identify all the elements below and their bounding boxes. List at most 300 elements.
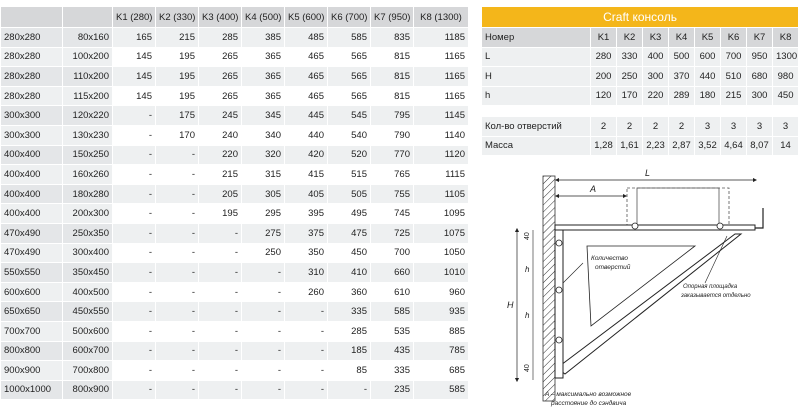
table-cell: - (242, 341, 285, 361)
pipe (637, 188, 719, 228)
column-header: K3 (643, 28, 669, 48)
column-header: K1 (280) (113, 7, 156, 28)
table-cell: 600 (695, 47, 721, 67)
table-cell: - (113, 204, 156, 224)
table-cell: - (199, 341, 242, 361)
table-cell: - (113, 125, 156, 145)
table-row (1, 341, 469, 361)
table-cell: - (113, 184, 156, 204)
table-row (1, 243, 469, 263)
table-row (1, 361, 469, 381)
console-top-bar (555, 225, 755, 230)
table-cell: 585 (371, 302, 414, 322)
table-cell: 1120 (414, 145, 469, 165)
table-cell: 205 (199, 184, 242, 204)
table-cell: 470x490 (1, 243, 63, 263)
table-cell: 465 (285, 47, 328, 67)
table-cell: 815 (371, 86, 414, 106)
table-cell: 280x280 (1, 28, 63, 48)
table-cell: 520 (328, 145, 371, 165)
table-cell: 960 (414, 282, 469, 302)
table-cell: - (199, 380, 242, 400)
table-cell: 755 (371, 184, 414, 204)
table-cell: 435 (371, 341, 414, 361)
dimension-label: L (645, 168, 651, 178)
table-cell: 680 (747, 67, 773, 87)
table-cell: 350x450 (63, 263, 113, 283)
table-cell: - (156, 282, 199, 302)
table-cell: - (156, 321, 199, 341)
table-cell: 1050 (414, 243, 469, 263)
pipe (627, 188, 729, 228)
table-cell: 1095 (414, 204, 469, 224)
table-cell: 600x600 (1, 282, 63, 302)
table-cell: 1165 (414, 86, 469, 106)
table-row (1, 86, 469, 106)
table-cell: - (242, 263, 285, 283)
table-cell: 700x700 (1, 321, 63, 341)
table-cell: 3 (773, 117, 799, 137)
table-cell: - (156, 263, 199, 283)
table-title: Craft консоль (482, 7, 799, 28)
table-cell: 240 (199, 125, 242, 145)
table-cell: 980 (773, 67, 799, 87)
table-cell: - (113, 341, 156, 361)
table-cell: 85 (328, 361, 371, 381)
table-row (1, 204, 469, 224)
table-cell: 1105 (414, 184, 469, 204)
table-cell: 250 (617, 67, 643, 87)
table-cell: 285 (328, 321, 371, 341)
table-row (1, 47, 469, 67)
table-cell: - (156, 165, 199, 185)
table-cell: 505 (328, 184, 371, 204)
console-plate (555, 230, 563, 378)
table-row (1, 321, 469, 341)
table-cell: 510 (721, 67, 747, 87)
table-cell: - (156, 243, 199, 263)
table-cell: 485 (285, 28, 328, 48)
table-cell: 2 (617, 117, 643, 137)
table-cell: 3,52 (695, 136, 721, 156)
table-cell: 600x700 (63, 341, 113, 361)
table-cell: 405 (285, 184, 328, 204)
table-cell: 400x400 (1, 184, 63, 204)
table-cell: 150x250 (63, 145, 113, 165)
table-cell: 1300 (773, 47, 799, 67)
table-row (1, 380, 469, 400)
column-header: K2 (617, 28, 643, 48)
table-cell: h (482, 86, 591, 106)
table-cell: 340 (242, 125, 285, 145)
column-header (1, 7, 63, 28)
table-cell: 420 (285, 145, 328, 165)
table-cell: 280x280 (1, 86, 63, 106)
table-cell: - (156, 361, 199, 381)
table-cell: 450x550 (63, 302, 113, 322)
table-cell: 465 (285, 86, 328, 106)
table-cell: 180x280 (63, 184, 113, 204)
table-cell: - (156, 380, 199, 400)
table-row (482, 86, 799, 106)
column-header: K1 (591, 28, 617, 48)
table-cell: 545 (328, 106, 371, 126)
table-cell: Масса (482, 136, 591, 156)
table-cell: - (113, 361, 156, 381)
table-row (1, 302, 469, 322)
column-header: K5 (600) (285, 7, 328, 28)
table-cell: 8,07 (747, 136, 773, 156)
table-cell: 1075 (414, 223, 469, 243)
table-row (1, 125, 469, 145)
table-cell: 300x300 (1, 106, 63, 126)
table-row (1, 263, 469, 283)
table-row (482, 47, 799, 67)
table-cell: 2 (591, 117, 617, 137)
table-row (1, 184, 469, 204)
table-cell: 295 (242, 204, 285, 224)
table-header-row (1, 7, 469, 28)
table-cell: - (199, 361, 242, 381)
table-row (1, 223, 469, 243)
table-cell: 1,61 (617, 136, 643, 156)
table-cell: 500 (669, 47, 695, 67)
table-cell: 375 (285, 223, 328, 243)
table-cell: 1145 (414, 106, 469, 126)
table-cell: 1,28 (591, 136, 617, 156)
table-cell: 4,64 (721, 136, 747, 156)
table-cell: 245 (199, 106, 242, 126)
table-cell: 885 (414, 321, 469, 341)
table-row (1, 145, 469, 165)
table-cell: 440 (695, 67, 721, 87)
table-cell: 815 (371, 67, 414, 87)
table-cell: 395 (285, 204, 328, 224)
table-cell: 220 (199, 145, 242, 165)
table-cell: 1115 (414, 165, 469, 185)
table-cell: 250 (242, 243, 285, 263)
table-cell: 540 (328, 125, 371, 145)
table-row (482, 117, 799, 137)
table-cell: 450 (773, 86, 799, 106)
table-cell: 935 (414, 302, 469, 322)
table-row (1, 282, 469, 302)
table-cell: 3 (695, 117, 721, 137)
table-cell: 2,87 (669, 136, 695, 156)
table-cell: 400x500 (63, 282, 113, 302)
table-cell: 445 (285, 106, 328, 126)
holes-label: отверстий (595, 264, 631, 271)
column-header: K8 (1300) (414, 7, 469, 28)
table-cell: 685 (414, 361, 469, 381)
table-cell: 195 (156, 67, 199, 87)
table-cell: 415 (285, 165, 328, 185)
table-cell: 120x220 (63, 106, 113, 126)
dimension-label: h (525, 265, 530, 274)
table-cell: 400 (643, 47, 669, 67)
spacer-cell (482, 106, 799, 117)
table-cell: 475 (328, 223, 371, 243)
table-cell: 115x200 (63, 86, 113, 106)
bolt (556, 223, 723, 343)
table-cell: - (113, 263, 156, 283)
table-cell: 345 (242, 106, 285, 126)
table-cell: 195 (156, 86, 199, 106)
table-cell: - (113, 321, 156, 341)
table-cell: 220 (643, 86, 669, 106)
table-cell: 1165 (414, 47, 469, 67)
table-cell: 260 (285, 282, 328, 302)
column-header: K4 (669, 28, 695, 48)
table-cell: 195 (199, 204, 242, 224)
table-cell: 550x550 (1, 263, 63, 283)
table-row (482, 136, 799, 156)
column-header: Номер (482, 28, 591, 48)
table-cell: 790 (371, 125, 414, 145)
table-cell: 800x900 (63, 380, 113, 400)
table-cell: 200x300 (63, 204, 113, 224)
table-cell: 365 (242, 67, 285, 87)
table-cell: 465 (285, 67, 328, 87)
table-cell: 130x230 (63, 125, 113, 145)
table-cell: - (199, 263, 242, 283)
table-cell: 2,23 (643, 136, 669, 156)
table-cell: Кол-во отверстий (482, 117, 591, 137)
table-cell: 2 (643, 117, 669, 137)
table-cell: 610 (371, 282, 414, 302)
table-cell: - (199, 282, 242, 302)
column-header: K3 (400) (199, 7, 242, 28)
table-cell: 3 (721, 117, 747, 137)
table-cell: - (113, 223, 156, 243)
table-cell: 365 (242, 86, 285, 106)
table-cell: - (242, 380, 285, 400)
table-cell: - (156, 145, 199, 165)
table-cell: - (199, 223, 242, 243)
table-cell: 495 (328, 204, 371, 224)
table-cell: 100x200 (63, 47, 113, 67)
column-header: K2 (330) (156, 7, 199, 28)
table-cell: 320 (242, 145, 285, 165)
table-cell: 410 (328, 263, 371, 283)
table-cell: 835 (371, 28, 414, 48)
table-cell: 145 (113, 67, 156, 87)
dimension-label: H (507, 300, 514, 310)
table-cell: - (156, 302, 199, 322)
table-cell: H (482, 67, 591, 87)
table-cell: 289 (669, 86, 695, 106)
table-cell: 565 (328, 67, 371, 87)
table-cell: - (242, 321, 285, 341)
holes-label: Количество (591, 255, 629, 262)
table-cell: 660 (371, 263, 414, 283)
table-cell: - (285, 380, 328, 400)
table-row (1, 106, 469, 126)
table-cell: - (242, 282, 285, 302)
wall (543, 176, 555, 401)
table-cell: - (113, 243, 156, 263)
table-cell: - (285, 302, 328, 322)
table-cell: 370 (669, 67, 695, 87)
table-cell: 170 (617, 86, 643, 106)
table-cell: - (113, 380, 156, 400)
table-header-row (482, 28, 799, 48)
column-header: K4 (500) (242, 7, 285, 28)
table-row (1, 165, 469, 185)
table-cell: - (199, 243, 242, 263)
table-cell: - (113, 165, 156, 185)
table-cell: 300x300 (1, 125, 63, 145)
table-cell: 300x400 (63, 243, 113, 263)
table-cell: - (113, 145, 156, 165)
table-cell: 160x260 (63, 165, 113, 185)
dimension-label: 40 (524, 232, 531, 240)
column-header: K7 (950) (371, 7, 414, 28)
table-cell: - (156, 341, 199, 361)
table-cell: 250x350 (63, 223, 113, 243)
plate-label: Опорная площадка (683, 284, 738, 290)
table-cell: - (113, 106, 156, 126)
table-cell: 770 (371, 145, 414, 165)
table-cell: 515 (328, 165, 371, 185)
table-cell: 280 (591, 47, 617, 67)
table-cell: 950 (747, 47, 773, 67)
table-cell: 335 (328, 302, 371, 322)
table-cell: 2 (669, 117, 695, 137)
craft-console-table (481, 6, 799, 156)
table-cell: 265 (199, 67, 242, 87)
table-cell: 440 (285, 125, 328, 145)
table-cell: 500x600 (63, 321, 113, 341)
table-cell: 350 (285, 243, 328, 263)
table-cell: 145 (113, 47, 156, 67)
table-cell: - (242, 302, 285, 322)
table-cell: 215 (199, 165, 242, 185)
table-cell: 585 (328, 28, 371, 48)
column-header: K6 (721, 28, 747, 48)
table-cell: 300 (643, 67, 669, 87)
table-cell: 300 (747, 86, 773, 106)
table-cell: 1165 (414, 67, 469, 87)
table-cell: 785 (414, 341, 469, 361)
table-row (482, 67, 799, 87)
table-cell: - (156, 184, 199, 204)
spacer-row (482, 106, 799, 117)
table-cell: 14 (773, 136, 799, 156)
table-cell: 280x280 (1, 67, 63, 87)
diagram-caption: A – максимально возможное (545, 391, 632, 398)
table-cell: 650x650 (1, 302, 63, 322)
dimension-label: h (525, 311, 530, 320)
table-cell: 565 (328, 47, 371, 67)
dimension-label: A (590, 184, 597, 194)
table-cell: 175 (156, 106, 199, 126)
table-cell: - (199, 321, 242, 341)
table-cell: 3 (747, 117, 773, 137)
table-cell: 215 (156, 28, 199, 48)
column-header: K7 (747, 28, 773, 48)
table-cell: 450 (328, 243, 371, 263)
table-cell: 285 (199, 28, 242, 48)
table-cell: - (285, 321, 328, 341)
table-cell: 145 (113, 86, 156, 106)
column-header: K8 (773, 28, 799, 48)
column-header: K5 (695, 28, 721, 48)
table-row (1, 67, 469, 87)
table-cell: 120 (591, 86, 617, 106)
table-cell: 385 (242, 28, 285, 48)
table-cell: 470x490 (1, 223, 63, 243)
table-cell: - (156, 223, 199, 243)
table-row (1, 28, 469, 48)
table-cell: 215 (721, 86, 747, 106)
table-cell: 80x160 (63, 28, 113, 48)
table-cell: 765 (371, 165, 414, 185)
table-cell: - (242, 361, 285, 381)
table-cell: 700 (721, 47, 747, 67)
table-cell: 745 (371, 204, 414, 224)
table-cell: 700 (371, 243, 414, 263)
plate-label: заказывается отдельно (681, 293, 751, 299)
table-cell: 310 (285, 263, 328, 283)
table-cell: 400x400 (1, 165, 63, 185)
table-cell: - (328, 380, 371, 400)
table-cell: 305 (242, 184, 285, 204)
table-cell: 265 (199, 47, 242, 67)
table-cell: 900x900 (1, 361, 63, 381)
table-cell: 335 (371, 361, 414, 381)
table-cell: 700x800 (63, 361, 113, 381)
console-diagram (495, 168, 795, 408)
table-cell: 1000x1000 (1, 380, 63, 400)
table-cell: 1185 (414, 28, 469, 48)
table-cell: 585 (414, 380, 469, 400)
table-cell: 275 (242, 223, 285, 243)
table-cell: 110x200 (63, 67, 113, 87)
table-cell: 400x400 (1, 204, 63, 224)
table-cell: 1010 (414, 263, 469, 283)
table-cell: 535 (371, 321, 414, 341)
table-cell: 280x280 (1, 47, 63, 67)
table-cell: 265 (199, 86, 242, 106)
table-cell: 170 (156, 125, 199, 145)
table-cell: 330 (617, 47, 643, 67)
table-cell: - (156, 204, 199, 224)
table-cell: 795 (371, 106, 414, 126)
column-header (63, 7, 113, 28)
dimensions-table (0, 6, 469, 400)
console-hook (755, 208, 763, 228)
table-cell: - (285, 341, 328, 361)
column-header: K6 (700) (328, 7, 371, 28)
table-cell: 725 (371, 223, 414, 243)
table-cell: - (285, 361, 328, 381)
table-cell: 1140 (414, 125, 469, 145)
table-cell: - (113, 302, 156, 322)
table-cell: 565 (328, 86, 371, 106)
table-cell: 235 (371, 380, 414, 400)
table-cell: 195 (156, 47, 199, 67)
table-cell: 180 (695, 86, 721, 106)
dimension-label: 40 (524, 364, 531, 372)
table-cell: 200 (591, 67, 617, 87)
table-cell: 315 (242, 165, 285, 185)
table-cell: 360 (328, 282, 371, 302)
table-cell: 800x800 (1, 341, 63, 361)
table-cell: 185 (328, 341, 371, 361)
table-cell: 815 (371, 47, 414, 67)
table-cell: 400x400 (1, 145, 63, 165)
